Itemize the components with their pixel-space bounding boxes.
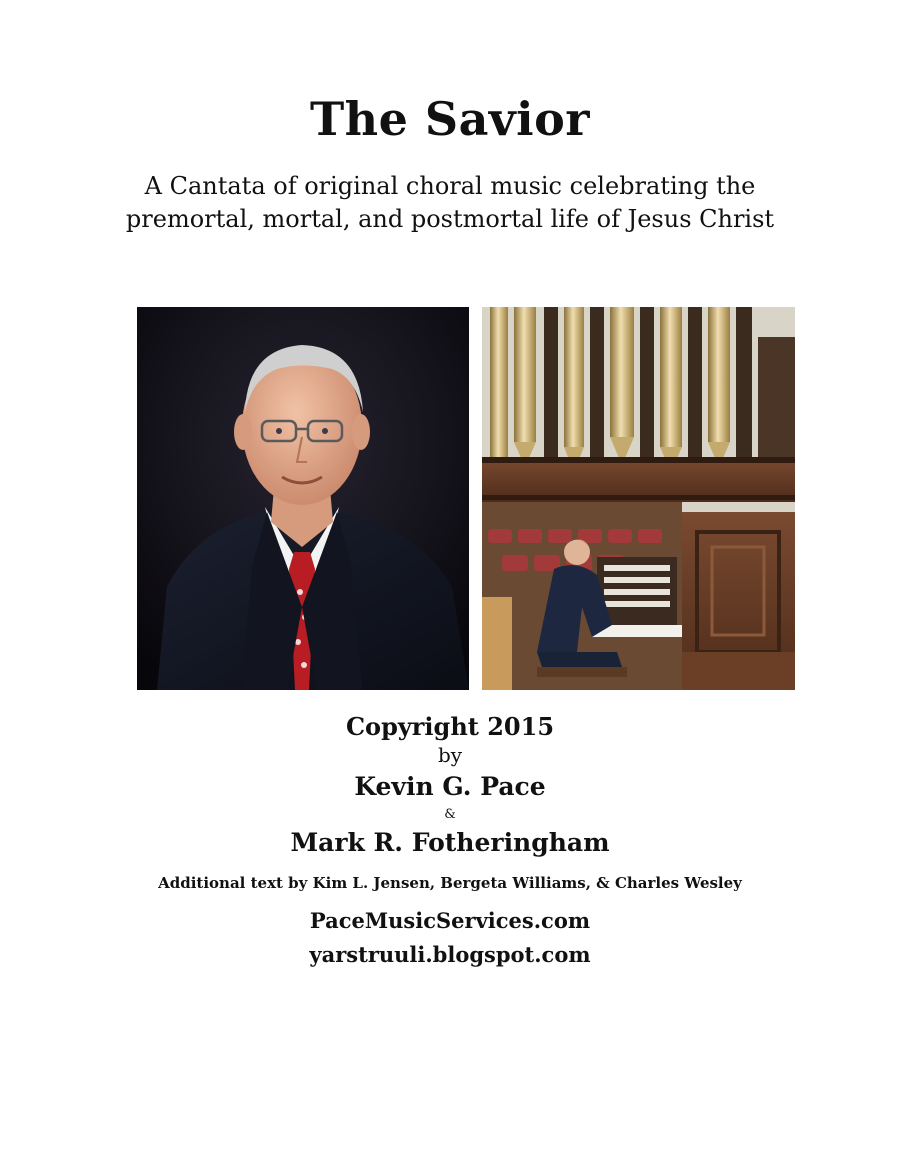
author-1: Kevin G. Pace xyxy=(354,772,546,801)
page-title: The Savior xyxy=(309,92,591,146)
subtitle xyxy=(0,170,900,236)
website-link-1[interactable]: PaceMusicServices.com xyxy=(309,908,591,933)
portrait-photo xyxy=(137,307,469,690)
subtitle-line-1: A Cantata of original choral music celebrating the xyxy=(144,172,756,200)
organist-photo xyxy=(482,307,795,690)
website-link-2[interactable]: yarstruuli.blogspot.com xyxy=(309,942,591,967)
copyright-line: Copyright 2015 xyxy=(345,712,555,741)
credits-block xyxy=(0,710,900,970)
author-2: Mark R. Fotheringham xyxy=(290,828,610,857)
ampersand: & xyxy=(444,807,456,822)
by-line: by xyxy=(437,743,463,767)
additional-text-credit: Additional text by Kim L. Jensen, Bergeta Williams, & Charles Wesley xyxy=(158,874,742,892)
subtitle-line-2: premortal, mortal, and postmortal life of Jesus Christ xyxy=(125,205,775,233)
